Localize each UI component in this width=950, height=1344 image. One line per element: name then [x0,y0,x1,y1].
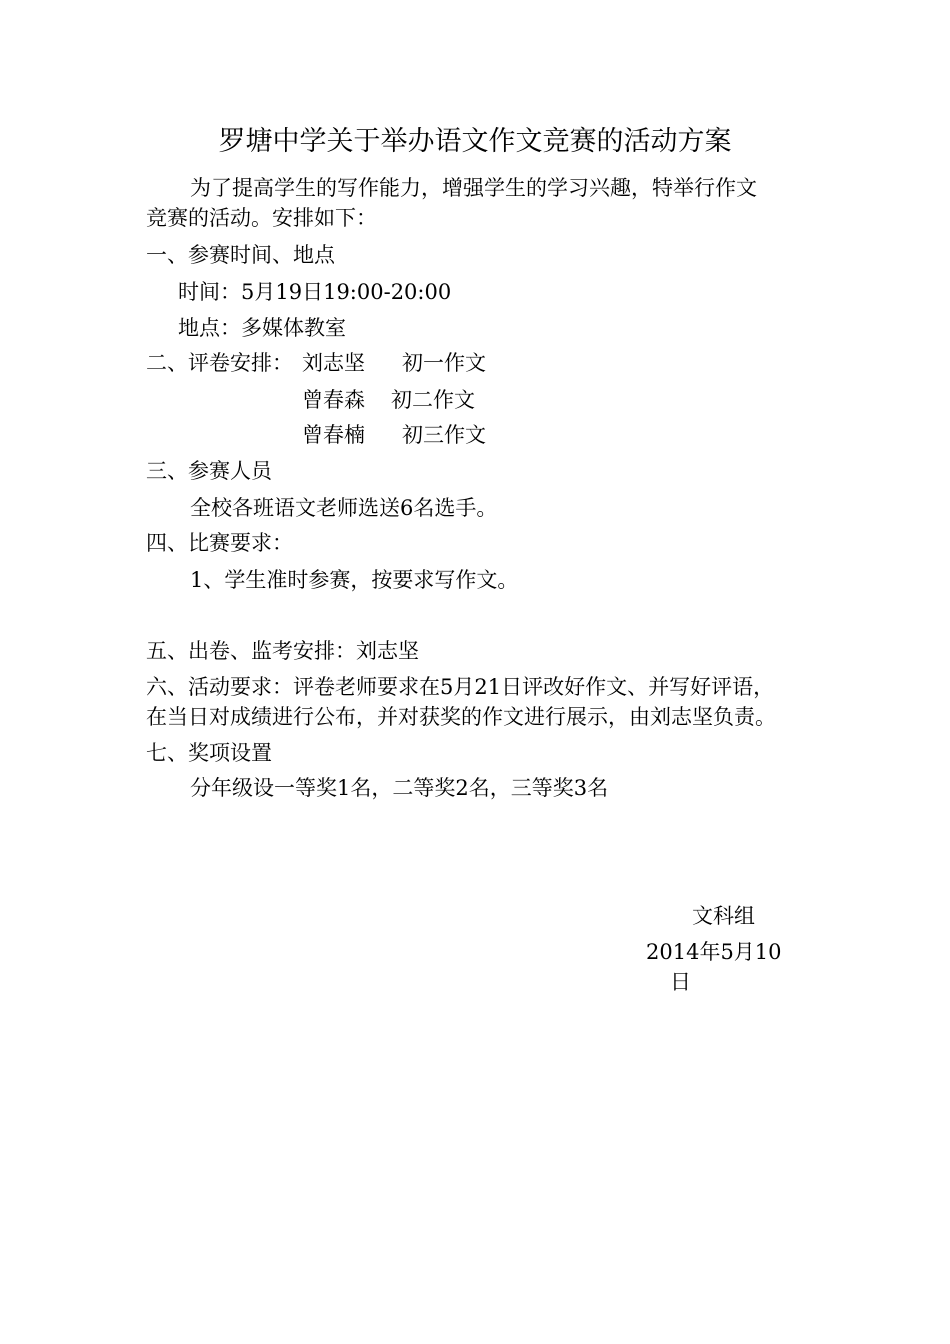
section-3-body: 全校各班语文老师选送6名选手。 [190,496,498,520]
section-4-heading: 四、比赛要求： [146,531,293,555]
signature-date: 2014年5月10 [646,940,782,964]
section-5: 五、出卷、监考安排：刘志坚 [146,639,419,663]
grader-task: 初一作文 [402,351,486,375]
section-7-heading: 七、奖项设置 [146,741,272,765]
signature-org: 文科组 [692,904,755,928]
intro-line-1: 为了提高学生的写作能力，增强学生的学习兴趣，特举行作文 [190,176,757,200]
section-1-heading: 一、参赛时间、地点 [146,243,335,267]
grader-name: 刘志坚 [302,351,365,375]
document-title: 罗塘中学关于举办语文作文竞赛的活动方案 [218,126,732,157]
section-1-place: 地点：多媒体教室 [178,316,346,340]
signature-date-day: 日 [670,970,691,994]
section-2-heading: 二、评卷安排： [146,351,293,375]
grader-task: 初二作文 [391,388,475,412]
section-6-line-2: 在当日对成绩进行公布，并对获奖的作文进行展示，由刘志坚负责。 [146,705,776,729]
section-3-heading: 三、参赛人员 [146,459,272,483]
section-7-body: 分年级设一等奖1名，二等奖2名，三等奖3名 [190,776,609,800]
section-1-time: 时间：5月19日19:00-20:00 [178,280,452,304]
grader-task: 初三作文 [402,423,486,447]
section-6-line-1: 六、活动要求：评卷老师要求在5月21日评改好作文、并写好评语， [146,675,775,699]
section-4-body: 1、学生准时参赛，按要求写作文。 [190,568,519,592]
intro-line-2: 竞赛的活动。安排如下： [146,206,377,230]
grader-name: 曾春楠 [302,423,365,447]
grader-name: 曾春森 [302,388,365,412]
